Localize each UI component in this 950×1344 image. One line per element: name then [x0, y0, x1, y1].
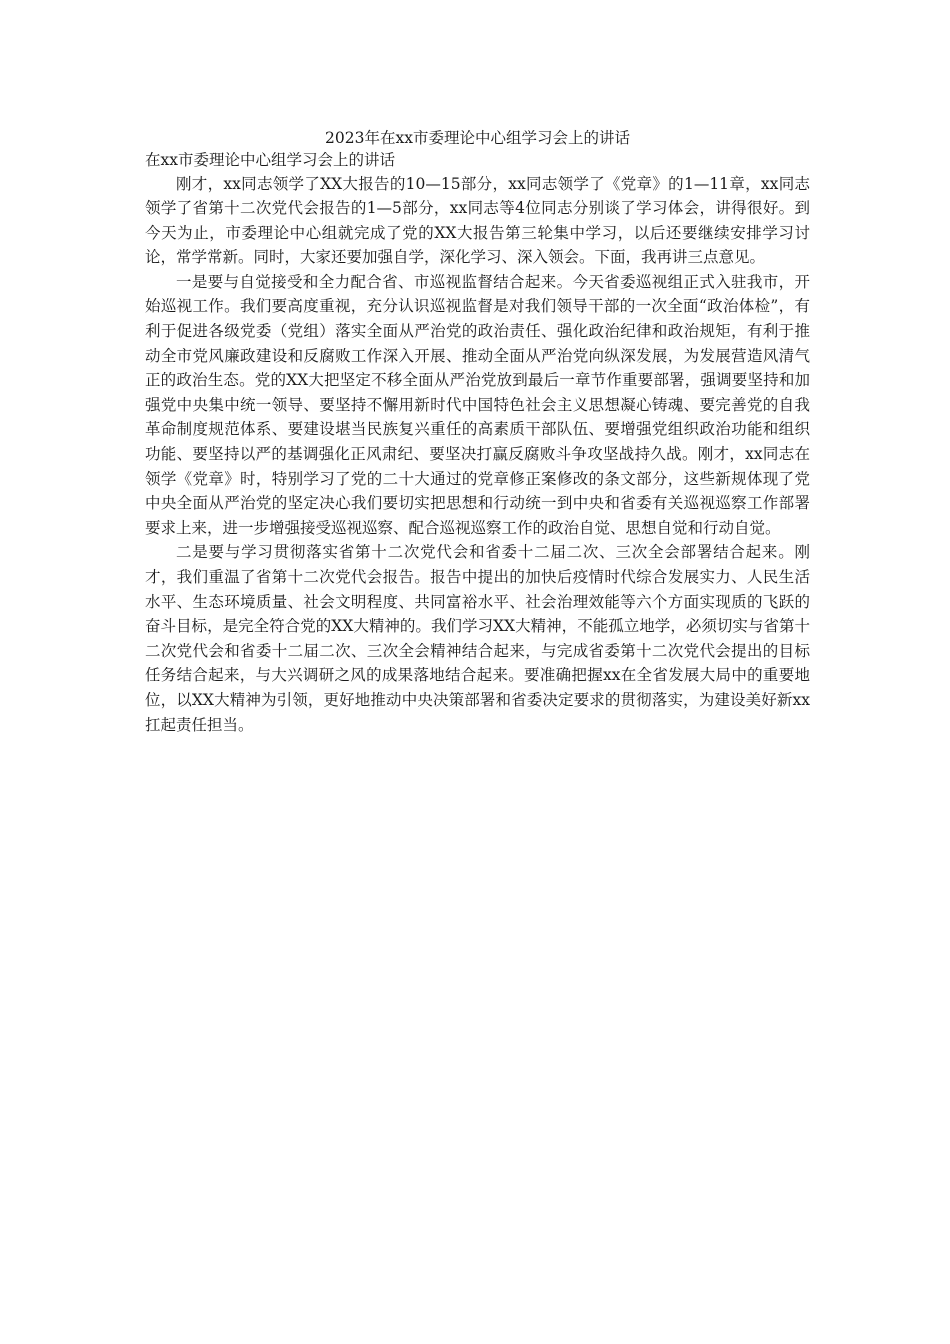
paragraph-point-one: 一是要与自觉接受和全力配合省、市巡视监督结合起来。今天省委巡视组正式入驻我市，开始巡视工作。我们要高度重视，充分认识巡视监督是对我们领导干部的一次全面“政治体检”，有利于促进各级党委（党组）落实全面从严治党的政治责任、强化政治纪律和政治规矩，有利于推动全市党风廉政建设和反腐败工作深入开展、推动全面从严治党向纵深发展，为发展营造风清气正的政治生态。党的XX大把坚定不移全面从严治党放到最后一章节作重要部署，强调要坚持和加强党中央集中统一领导、要坚持不懈用新时代中国特色社会主义思想凝心铸魂、要完善党的自我革命制度规范体系、要建设堪当民族复兴重任的高素质干部队伍、要增强党组织政治功能和组织功能、要坚持以严的基调强化正风肃纪、要坚决打赢反腐败斗争攻坚战持久战。刚才，xx同志在领学《党章》时，特别学习了党的二十大通过的党章修正案修改的条文部分，这些新规体现了党中央全面从严治党的坚定决心我们要切实把思想和行动统一到中央和省委有关巡视巡察工作部署要求上来，进一步增强接受巡视巡察、配合巡视巡察工作的政治自觉、思想自觉和行动自觉。: [145, 272, 810, 537]
document-subtitle: 在xx市委理论中心组学习会上的讲话: [145, 151, 395, 169]
paragraph-opening: 刚才，xx同志领学了XX大报告的10—15部分，xx同志领学了《党章》的1—11章，xx同志领学了省第十二次党代会报告的1—5部分，xx同志等4位同志分别谈了学习体会，讲得很好。到今天为止，市委理论中心组就完成了党的XX大报告第三轮集中学习，以后还要继续安排学习讨论，常学常新。同时，大家还要加强自学，深化学习、深入领会。下面，我再讲三点意见。: [145, 174, 810, 267]
paragraph-point-two: 二是要与学习贯彻落实省第十二次党代会和省委十二届二次、三次全会部署结合起来。刚才，我们重温了省第十二次党代会报告。报告中提出的加快后疫情时代综合发展实力、人民生活水平、生态环境质量、社会文明程度、共同富裕水平、社会治理效能等六个方面实现质的飞跃的奋斗目标，是完全符合党的XX大精神的。我们学习XX大精神，不能孤立地学，必须切实与省第十二次党代会和省委十二届二次、三次全会精神结合起来，与完成省委第十二次党代会提出的目标任务结合起来，与大兴调研之风的成果落地结合起来。要准确把握xx在全省发展大局中的重要地位，以XX大精神为引领，更好地推动中央决策部署和省委决定要求的贯彻落实，为建设美好新xx扛起责任担当。: [145, 543, 810, 734]
document-page: [145, 127, 810, 737]
document-title: 2023年在xx市委理论中心组学习会上的讲话: [325, 129, 630, 147]
